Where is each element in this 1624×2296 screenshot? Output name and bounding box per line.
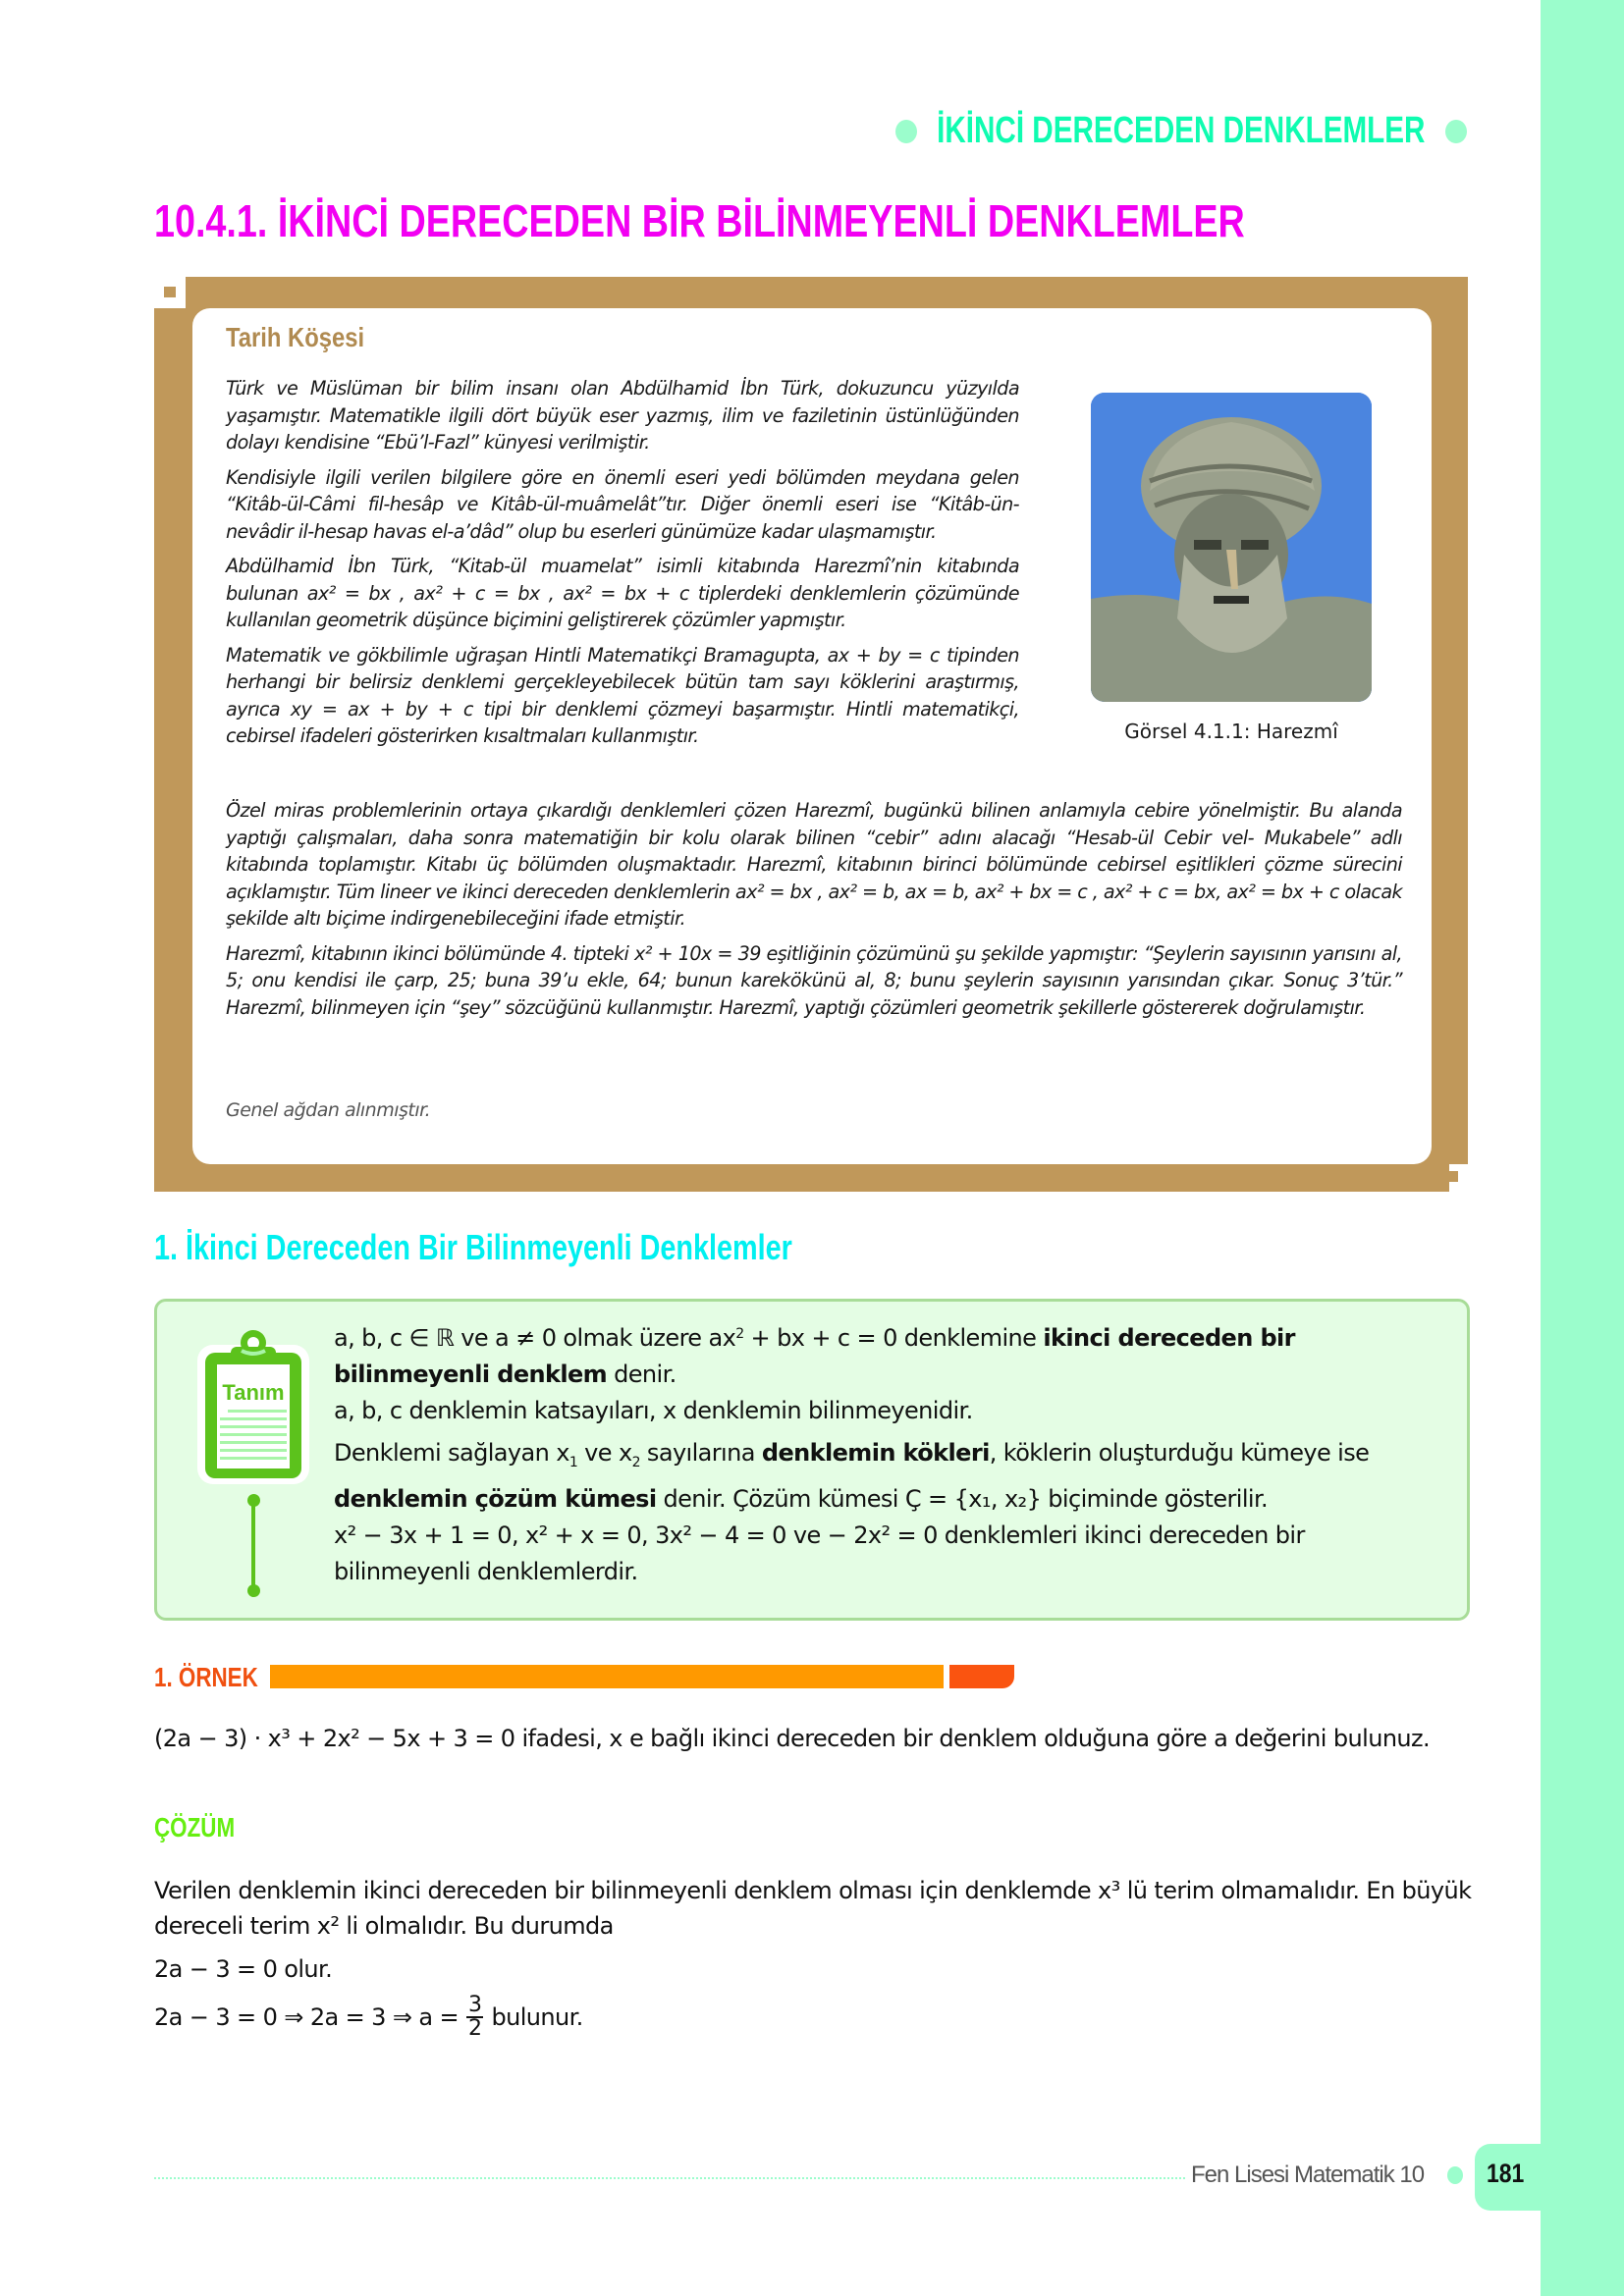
running-header	[895, 110, 1467, 152]
history-paragraph: Abdülhamid İbn Türk, “Kitab-ül muamelat” isimli kitabında Harezmî’nin kitabında bulunan ax² = bx , ax² + c = bx , ax² = bx + c tiplerdeki denklemlerin çözümünde kullanılan geometrik düşünce biçimini geliştirerek çözümler yapmıştır.	[226, 555, 1019, 631]
running-header-title: İKİNCİ DERECEDEN DENKLEMLER	[937, 110, 1426, 151]
clipboard-icon	[195, 1327, 311, 1486]
history-text-left	[226, 375, 1019, 758]
definition-term: denklemin çözüm kümesi	[334, 1484, 657, 1513]
page-number: 181	[1487, 2159, 1525, 2188]
definition-term: ikinci dereceden bir bilinmeyenli denklem	[334, 1324, 1295, 1388]
frame-notch	[137, 265, 187, 314]
footer-dotted-rule	[154, 2177, 1185, 2179]
frame-pixel-decoration	[164, 287, 176, 297]
history-text-full	[226, 797, 1402, 1029]
history-paragraph: Özel miras problemlerinin ortaya çıkardığı denklemleri çözen Harezmî, bugünkü bilinen anlamıyla cebire yönelmiştir. Bu alanda yaptığı çalışmaları, daha sonra matematiğin bir kolu olarak bilinen “cebir” adını alacağı “Hesab-ül Cebir vel- Mukabele” adlı kitabında toplamıştır. Kitabı üç bölümden oluşmaktadır. Harezmî, kitabının birinci bölümünde cebirsel eşitlikleri çözme sürecini açıklamıştır. Tüm lineer ve ikinci dereceden denklemlerin ax² = bx , ax² = b, ax = b, ax² + bx = c , ax² + c = bx, ax² = bx + c olacak şekilde altı biçime indirgenebileceğini ifade etmiştir.	[226, 799, 1402, 930]
side-color-strip	[1541, 0, 1624, 2296]
bullet-dot-icon	[1447, 2166, 1463, 2184]
section-title: 1. İkinci Dereceden Bir Bilinmeyenli Denklemler	[154, 1227, 792, 1267]
definition-term: denklemin kökleri	[761, 1439, 990, 1467]
definition-line: Denklemi sağlayan $x_1$ ve $x_2$ sayılarına denklemin kökleri, köklerin oluşturduğu kümeye ise denklemin çözüm kümesi denir. Çözüm kümesi Ç = {x₁, x₂} biçiminde gösterilir.	[334, 1439, 1370, 1513]
history-paragraph: Harezmî, kitabının ikinci bölümünde 4. tipteki x² + 10x = 39 eşitliğinin çözümünü şu şekilde yapmıştır: “Şeylerin sayısının yarısını al, 5; onu kendisi ile çarp, 25; buna 39’u ekle, 64; bunun karekökünü al, 8; bunu şeylerin sayısının yarısından çıkar. Sonuç 3’tür.” Harezmî, bilinmeyen için “şey” sözcüğünü kullanmıştır. Harezmî, yaptığı çözümleri geometrik şekillerle göstererek doğrulamıştır.	[226, 941, 1402, 1019]
history-paragraph: Matematik ve gökbilimle uğraşan Hintli Matematikçi Bramagupta, ax + by = c tipinden herhangi bir belirsiz denklemi gerçekleyebilecek bütün tam sayı köklerini araştırmış, ayrıca xy = ax + by + c tipi bir denklemi çözmeyi başarmıştır. Hintli matematikçi, cebirsel ifadeleri gösterirken kısaltmaları kullanmıştır.	[226, 643, 1019, 747]
bullet-dot-icon	[895, 120, 917, 143]
timeline-dot-icon	[247, 1584, 260, 1597]
history-paragraph: Kendisiyle ilgili verilen bilgilere göre en önemli eseri yedi bölümden meydana gelen “Kitâb-ül-Câmi fil-hesâp ve Kitâb-ül-muâmelât”tır. Diğer önemli eseri ise “Kitâb-ün-nevâdir il-hesap havas el-a’dâd” olup bu eserleri günümüze kadar ulaşmamıştır.	[226, 465, 1019, 543]
definition-line: a, b, c denklemin katsayıları, x denklemin bilinmeyenidir.	[334, 1397, 973, 1424]
solution-text: Verilen denklemin ikinci dereceden bir bilinmeyenli denklem olması için denklemde x³ lü terim olmamalıdır. En büyük dereceli terim x² li olmalıdır. Bu durumda	[154, 1877, 1472, 1940]
solution-result: 2a − 3 = 0 ⇒ 2a = 3 ⇒ a = $\frac{3}{2}$ bulunur.	[154, 1993, 583, 2041]
solution-label: ÇÖZÜM	[154, 1812, 236, 1842]
svg-text:Tanım: Tanım	[222, 1380, 285, 1405]
example-bar-end	[949, 1665, 1014, 1688]
history-box-title: Tarih Köşesi	[226, 322, 365, 352]
frame-pixel-decoration	[1446, 1171, 1458, 1182]
definition-text	[334, 1320, 1434, 1590]
frame-pixel-decoration	[186, 277, 215, 308]
footer-book-title: Fen Lisesi Matematik 10	[1191, 2162, 1425, 2188]
fraction: $\frac{3}{2}$	[468, 1993, 482, 2041]
example-question: (2a − 3) · x³ + 2x² − 5x + 3 = 0 ifadesi, x e bağlı ikinci dereceden bir denklem olduğuna göre a değerini bulunuz.	[154, 1725, 1431, 1752]
page-title: 10.4.1. İKİNCİ DERECEDEN BİR BİLİNMEYENLİ DENKLEMLER	[154, 195, 1245, 246]
definition-line: x² − 3x + 1 = 0, x² + x = 0, 3x² − 4 = 0 ve − 2x² = 0 denklemleri ikinci dereceden bir bilinmeyenli denklemlerdir.	[334, 1521, 1305, 1585]
example-label: 1. ÖRNEK	[154, 1662, 258, 1692]
frame-pixel-decoration	[154, 308, 192, 347]
history-source-note: Genel ağdan alınmıştır.	[226, 1099, 431, 1121]
timeline-line	[251, 1500, 255, 1590]
harezmi-portrait-image	[1091, 393, 1372, 702]
image-caption: Görsel 4.1.1: Harezmî	[1124, 720, 1338, 743]
solution-step: 2a − 3 = 0 olur.	[154, 1955, 333, 1983]
history-paragraph: Türk ve Müslüman bir bilim insanı olan Abdülhamid İbn Türk, dokuzuncu yüzyılda yaşamıştır. Matematikle ilgili dört büyük eser yazmış, ilim ve faziletinin üstünlüğünden dolayı kendisine “Ebü’l-Fazl” künyesi verilmiştir.	[226, 377, 1019, 454]
example-bar	[270, 1665, 944, 1688]
bullet-dot-icon	[1445, 120, 1467, 143]
definition-line: a, b, c ∈ ℝ ve a ≠ 0 olmak üzere $ax^2$ + bx + c = 0 denklemine ikinci dereceden bir bilinmeyenli denklem denir.	[334, 1324, 1295, 1388]
